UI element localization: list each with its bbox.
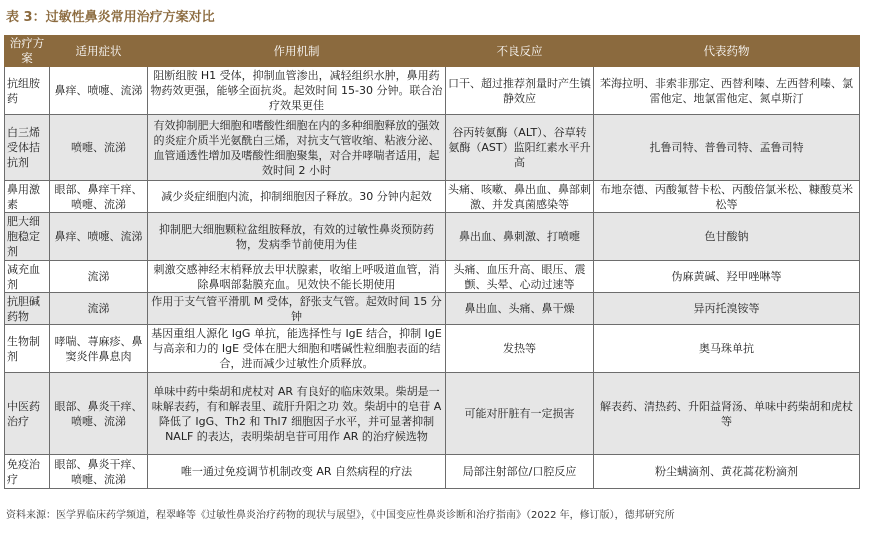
cell-mechanism: 基因重组人源化 IgG 单抗，能选择性与 IgE 结合，抑制 IgE 与高亲和力的 IgE 受体在肥大细胞和嗜碱性粒细胞表面的结合，进而减少过敏性介质释放。 xyxy=(148,325,446,373)
header-plan: 治疗方案 xyxy=(5,36,50,67)
header-symptoms: 适用症状 xyxy=(50,36,148,67)
cell-mechanism: 有效抑制肥大细胞和嗜酸性细胞在内的多种细胞释放的强效的炎症介质半光氨酰白三烯，对抗支气管收缩、粘液分泌、血管通透性增加及嗜酸性细胞聚集，对合并哮喘者适用，起效时间 2 小时 xyxy=(148,115,446,181)
cell-mechanism: 作用于支气管平滑肌 M 受体，舒张支气管。起效时间 15 分钟 xyxy=(148,293,446,325)
cell-drugs: 异丙托溴铵等 xyxy=(594,293,860,325)
cell-symptoms: 眼部、鼻炎干痒、喷嚏、流涕 xyxy=(50,373,148,455)
cell-drugs: 色甘酸钠 xyxy=(594,213,860,261)
cell-side-effects: 头痛、咳嗽、鼻出血、鼻部刺激、并发真菌感染等 xyxy=(446,181,594,213)
table-row xyxy=(5,455,860,489)
cell-plan: 鼻用激素 xyxy=(5,181,50,213)
header-drugs: 代表药物 xyxy=(594,36,860,67)
cell-side-effects: 发热等 xyxy=(446,325,594,373)
cell-mechanism: 唯一通过免疫调节机制改变 AR 自然病程的疗法 xyxy=(148,455,446,489)
cell-symptoms: 流涕 xyxy=(50,293,148,325)
cell-side-effects: 头痛、血压升高、眼压、震颤、头晕、心动过速等 xyxy=(446,261,594,293)
cell-side-effects: 鼻出血、头痛、鼻干燥 xyxy=(446,293,594,325)
cell-side-effects: 口干、超过推荐剂量时产生镇静效应 xyxy=(446,67,594,115)
table-row xyxy=(5,67,860,115)
table-row xyxy=(5,115,860,181)
cell-drugs: 解表药、清热药、升阳益肾汤、单味中药柴胡和虎杖等 xyxy=(594,373,860,455)
table-header-row xyxy=(5,36,860,67)
cell-side-effects: 可能对肝脏有一定损害 xyxy=(446,373,594,455)
cell-plan: 免疫治疗 xyxy=(5,455,50,489)
table-row xyxy=(5,293,860,325)
cell-mechanism: 单味中药中柴胡和虎杖对 AR 有良好的临床效果。柴胡是一味解表药，有和解表里、疏肝升阳之功 效。柴胡中的皂苷 A 降低了 IgG、Th2 和 Thl7 细胞因子水平，并可显著抑制 NALF 的表达，表明柴胡皂苷可用作 AR 的治疗候选物 xyxy=(148,373,446,455)
table-title: 表 3：过敏性鼻炎常用治疗方案对比 xyxy=(6,10,215,25)
cell-side-effects: 谷丙转氨酶（ALT）、谷草转氨酶（AST）监阳红素水平升高 xyxy=(446,115,594,181)
table-row xyxy=(5,181,860,213)
cell-mechanism: 刺激交感神经末梢释放去甲状腺素，收缩上呼吸道血管，消除鼻咽部黏膜充血。见效快不能长期使用 xyxy=(148,261,446,293)
cell-symptoms: 喷嚏、流涕 xyxy=(50,115,148,181)
cell-mechanism: 抑制肥大细胞颗粒盆组胺释放，有效的过敏性鼻炎预防药物，发病季节前使用为佳 xyxy=(148,213,446,261)
table-row xyxy=(5,325,860,373)
cell-plan: 生物制剂 xyxy=(5,325,50,373)
cell-mechanism: 阻断组胺 H1 受体，抑制血管渗出，减轻组织水肿，鼻用药物药效更强，能够全面抗炎。起效时间 15-30 分钟。联合治疗效果更佳 xyxy=(148,67,446,115)
table-row xyxy=(5,213,860,261)
comparison-table xyxy=(4,35,860,489)
table-row xyxy=(5,261,860,293)
cell-drugs: 苯海拉明、非索非那定、西替利嗪、左西替利嗪、氯雷他定、地氯雷他定、氮卓斯汀 xyxy=(594,67,860,115)
cell-drugs: 布地奈德、丙酸氟替卡松、丙酸倍氯米松、糠酸莫米松等 xyxy=(594,181,860,213)
cell-plan: 减充血剂 xyxy=(5,261,50,293)
source-note: 资料来源：医学界临床药学频道，程翠峰等《过敏性鼻炎治疗药物的现状与展望》，《中国变应性鼻炎诊断和治疗指南》（2022 年，修订版），德邦研究所 xyxy=(6,510,675,521)
cell-plan: 中医药治疗 xyxy=(5,373,50,455)
cell-plan: 抗组胺药 xyxy=(5,67,50,115)
cell-symptoms: 眼部、鼻痒干痒、喷嚏、流涕 xyxy=(50,181,148,213)
header-mechanism: 作用机制 xyxy=(148,36,446,67)
cell-mechanism: 减少炎症细胞内流，抑制细胞因子释放。30 分钟内起效 xyxy=(148,181,446,213)
cell-side-effects: 鼻出血、鼻刺激、打喷嚏 xyxy=(446,213,594,261)
cell-symptoms: 鼻痒、喷嚏、流涕 xyxy=(50,213,148,261)
cell-drugs: 扎鲁司特、普鲁司特、孟鲁司特 xyxy=(594,115,860,181)
cell-symptoms: 眼部、鼻炎干痒、喷嚏、流涕 xyxy=(50,455,148,489)
cell-symptoms: 鼻痒、喷嚏、流涕 xyxy=(50,67,148,115)
cell-symptoms: 流涕 xyxy=(50,261,148,293)
cell-drugs: 粉尘螨滴剂、黄花蒿花粉滴剂 xyxy=(594,455,860,489)
header-side-effects: 不良反应 xyxy=(446,36,594,67)
cell-plan: 白三烯受体拮抗剂 xyxy=(5,115,50,181)
cell-drugs: 伪麻黄碱、羟甲唑啉等 xyxy=(594,261,860,293)
cell-plan: 抗胆碱药物 xyxy=(5,293,50,325)
cell-plan: 肥大细胞稳定剂 xyxy=(5,213,50,261)
table-row xyxy=(5,373,860,455)
cell-symptoms: 哮喘、荨麻疹、鼻窦炎伴鼻息肉 xyxy=(50,325,148,373)
cell-side-effects: 局部注射部位/口腔反应 xyxy=(446,455,594,489)
cell-drugs: 奥马珠单抗 xyxy=(594,325,860,373)
